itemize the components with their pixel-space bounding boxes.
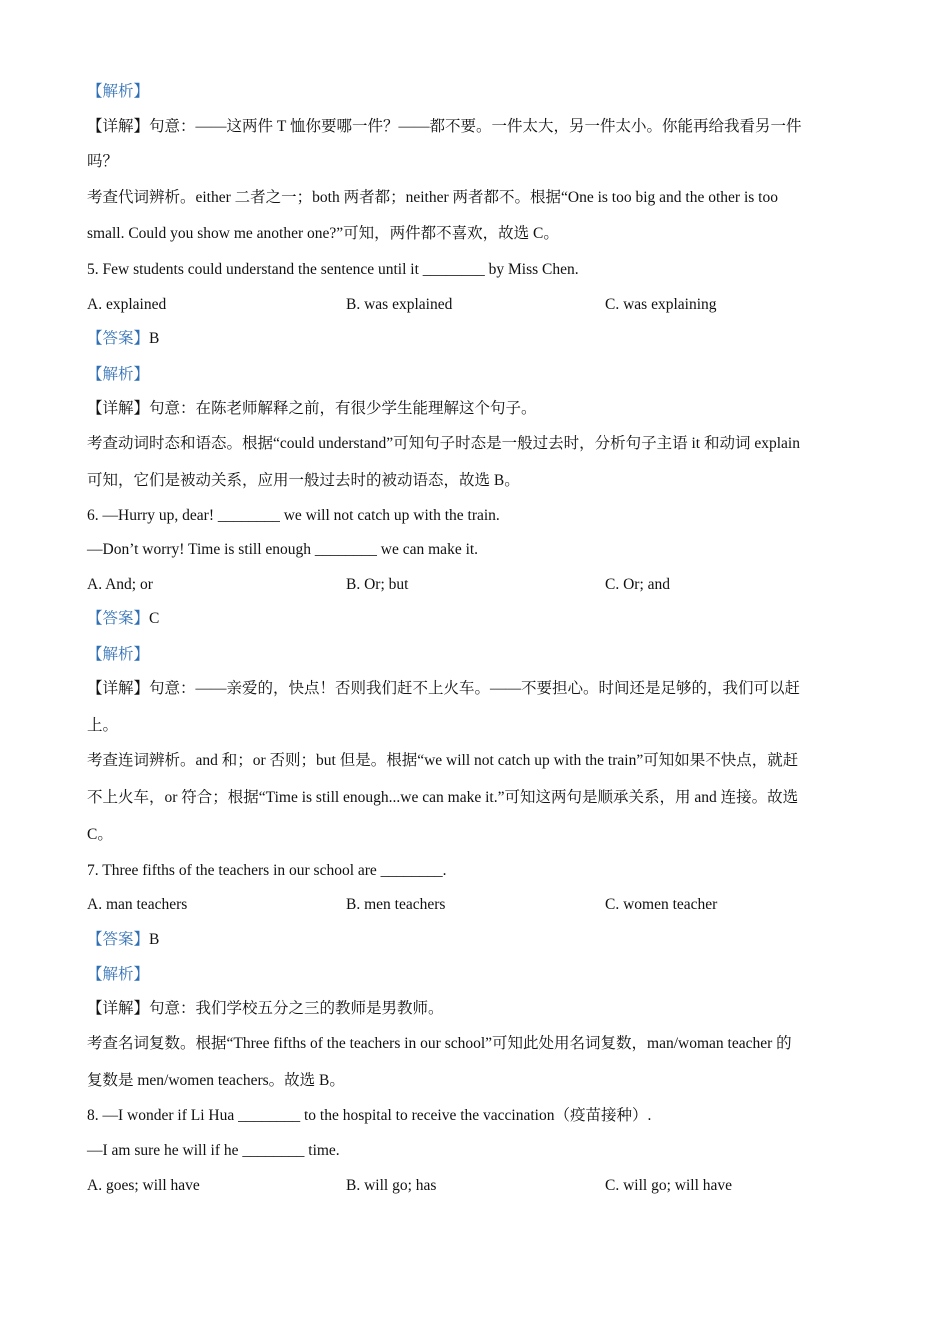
option-b: B. will go; has [346, 1177, 437, 1194]
option-a: A. explained [87, 296, 167, 313]
option-b: B. was explained [346, 296, 453, 313]
option-c: C. women teacher [605, 896, 718, 913]
option-a: A. man teachers [87, 896, 188, 913]
question-6-reply: —Don’t worry! Time is still enough ________ we can make it. [87, 541, 479, 558]
answer-label: 【答案】 [87, 931, 150, 948]
detail-text: 【详解】句意：——亲爱的，快点！否则我们赶不上火车。——不要担心。时间还是足够的，我们可以赶 [87, 680, 801, 697]
explanation-text: C。 [87, 826, 113, 843]
explanation-text: 考查动词时态和语态。根据“could understand”可知句子时态是一般过去时，分析句子主语 it 和动词 explain [87, 435, 800, 452]
answer-line [87, 609, 159, 629]
answer-label: 【答案】 [87, 330, 150, 347]
detail-text: 【详解】句意：在陈老师解释之前，有很少学生能理解这个句子。 [87, 400, 537, 417]
explanation-text: small. Could you show me another one?”可知，两件都不喜欢，故选 C。 [87, 225, 559, 242]
detail-text: 吗？ [87, 153, 119, 170]
option-c: C. will go; will have [605, 1177, 733, 1194]
answer-value: C [149, 610, 160, 627]
detail-text: 【详解】句意：——这两件 T 恤你要哪一件？——都不要。一件太大，另一件太小。你能再给我看另一件 [87, 118, 802, 135]
option-a: A. And; or [87, 576, 153, 593]
option-b: B. men teachers [346, 896, 446, 913]
explanation-text: 考查连词辨析。and 和；or 否则；but 但是。根据“we will not catch up with the train”可知如果不快点，就赶 [87, 752, 799, 769]
answer-value: B [149, 931, 160, 948]
answer-value: B [149, 330, 160, 347]
option-a: A. goes; will have [87, 1177, 200, 1194]
option-c: C. Or; and [605, 576, 671, 593]
answer-line [87, 329, 159, 349]
explanation-text: 考查代词辨析。either 二者之一；both 两者都；neither 两者都不。根据“One is too big and the other is too [87, 189, 778, 206]
question-8-reply: —I am sure he will if he ________ time. [87, 1142, 340, 1159]
answer-line [87, 930, 159, 950]
analysis-label: 【解析】 [87, 83, 150, 100]
detail-text: 【详解】句意：我们学校五分之三的教师是男教师。 [87, 1000, 444, 1017]
explanation-text: 可知，它们是被动关系，应用一般过去时的被动语态，故选 B。 [87, 472, 520, 489]
question-7: 7. Three fifths of the teachers in our school are ________. [87, 862, 447, 879]
answer-label: 【答案】 [87, 610, 150, 627]
explanation-text: 不上火车，or 符合；根据“Time is still enough...we can make it.”可知这两句是顺承关系，用 and 连接。故选 [87, 789, 799, 806]
explanation-text: 复数是 men/women teachers。故选 B。 [87, 1072, 345, 1089]
option-c: C. was explaining [605, 296, 717, 313]
explanation-text: 考查名词复数。根据“Three fifths of the teachers in our school”可知此处用名词复数，man/woman teacher 的 [87, 1035, 792, 1052]
analysis-label: 【解析】 [87, 966, 150, 983]
question-6: 6. —Hurry up, dear! ________ we will not catch up with the train. [87, 507, 500, 524]
question-8: 8. —I wonder if Li Hua ________ to the hospital to receive the vaccination（疫苗接种）. [87, 1107, 652, 1124]
question-5: 5. Few students could understand the sentence until it ________ by Miss Chen. [87, 261, 579, 278]
option-b: B. Or; but [346, 576, 409, 593]
detail-text: 上。 [87, 717, 119, 734]
analysis-label: 【解析】 [87, 366, 150, 383]
analysis-label: 【解析】 [87, 646, 150, 663]
